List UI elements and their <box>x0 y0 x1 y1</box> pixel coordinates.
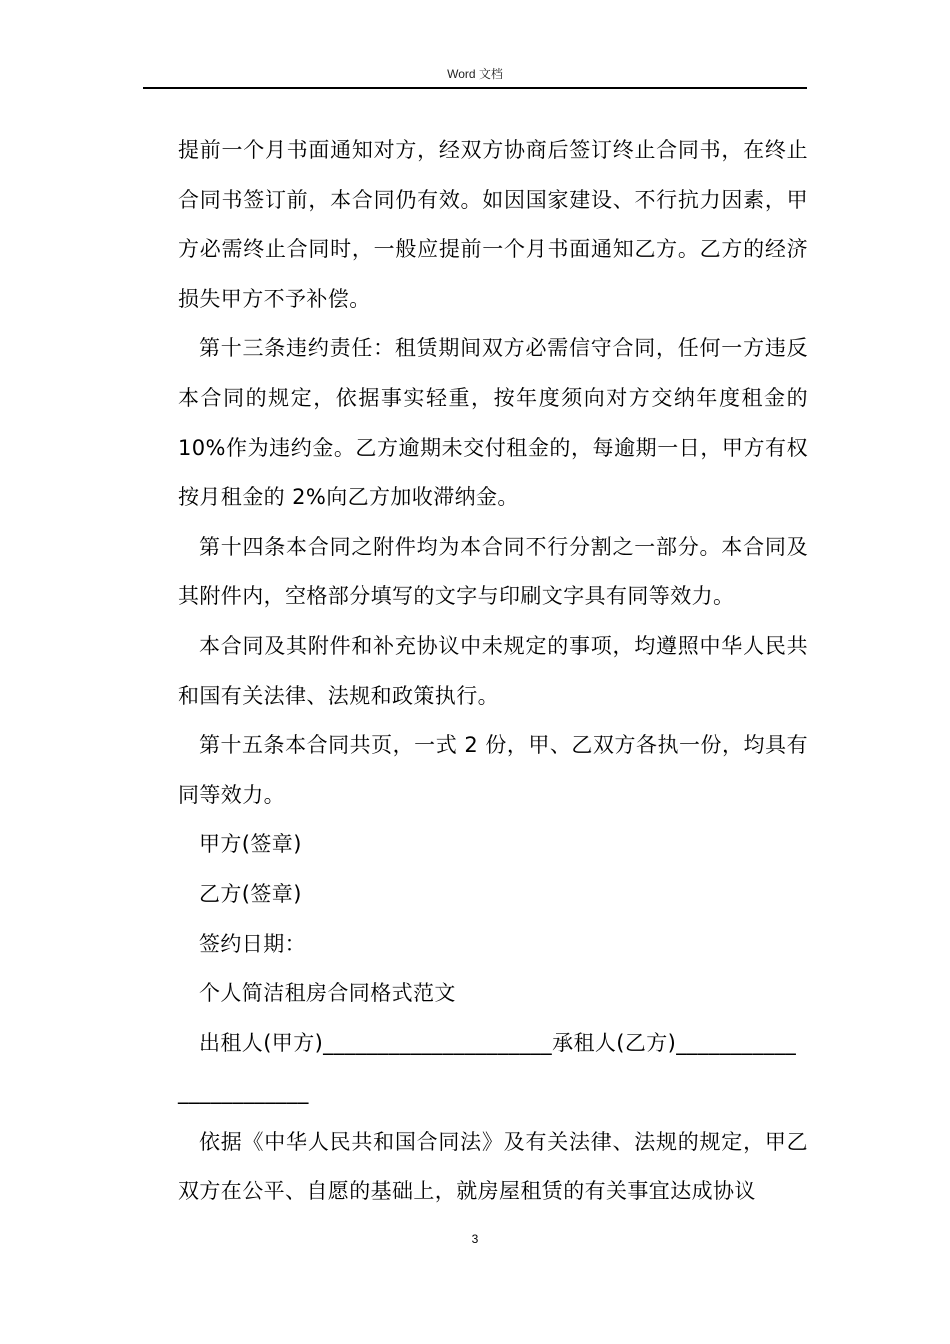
party-a-signature-line: 甲方(签章) <box>199 832 302 857</box>
paragraph-article-13-liability: 第十三条违约责任：租赁期间双方必需信守合同，任何一方违反本合同的规定，依据事实轻重，按年度须向对方交纳年度租金的 10%作为违约金。乙方逾期未交付租金的，每逾期一日，甲方有权按月租金的 2%向乙方加收滞纳金。 <box>178 336 816 510</box>
page-header-title: Word 文档 <box>447 67 503 81</box>
signing-date-line: 签约日期： <box>199 931 306 956</box>
fill-line-continuation: ____________ <box>178 1080 309 1105</box>
party-b-signature-line: 乙方(签章) <box>199 881 302 906</box>
paragraph-article-15-copies: 第十五条本合同共页，一式 2 份，甲、乙双方各执一份，均具有同等效力。 <box>178 733 808 807</box>
paragraph-article-14-attachments: 第十四条本合同之附件均为本合同不行分割之一部分。本合同及其附件内，空格部分填写的文字与印刷文字具有同等效力。 <box>178 534 808 609</box>
page-number: 3 <box>471 1232 479 1246</box>
header-divider <box>143 87 807 89</box>
paragraph-contract-law-basis: 依据《中华人民共和国合同法》及有关法律、法规的规定，甲乙双方在公平、自愿的基础上，就房屋租赁的有关事宜达成协议 <box>178 1129 808 1204</box>
paragraph-termination-notice: 提前一个月书面通知对方，经双方协商后签订终止合同书，在终止合同书签订前，本合同仍有效。如因国家建设、不行抗力因素，甲方必需终止合同时，一般应提前一个月书面通知乙方。乙方的经济损失甲方不予补偿。 <box>178 138 808 311</box>
lessor-lessee-fill-line: 出租人(甲方)_____________________承租人(乙方)___________ <box>199 1030 797 1055</box>
paragraph-unspecified-matters: 本合同及其附件和补充协议中未规定的事项，均遵照中华人民共和国有关法律、法规和政策执行。 <box>178 633 808 708</box>
document-body <box>178 126 816 1217</box>
section-title-rental-contract: 个人简洁租房合同格式范文 <box>199 981 456 1006</box>
